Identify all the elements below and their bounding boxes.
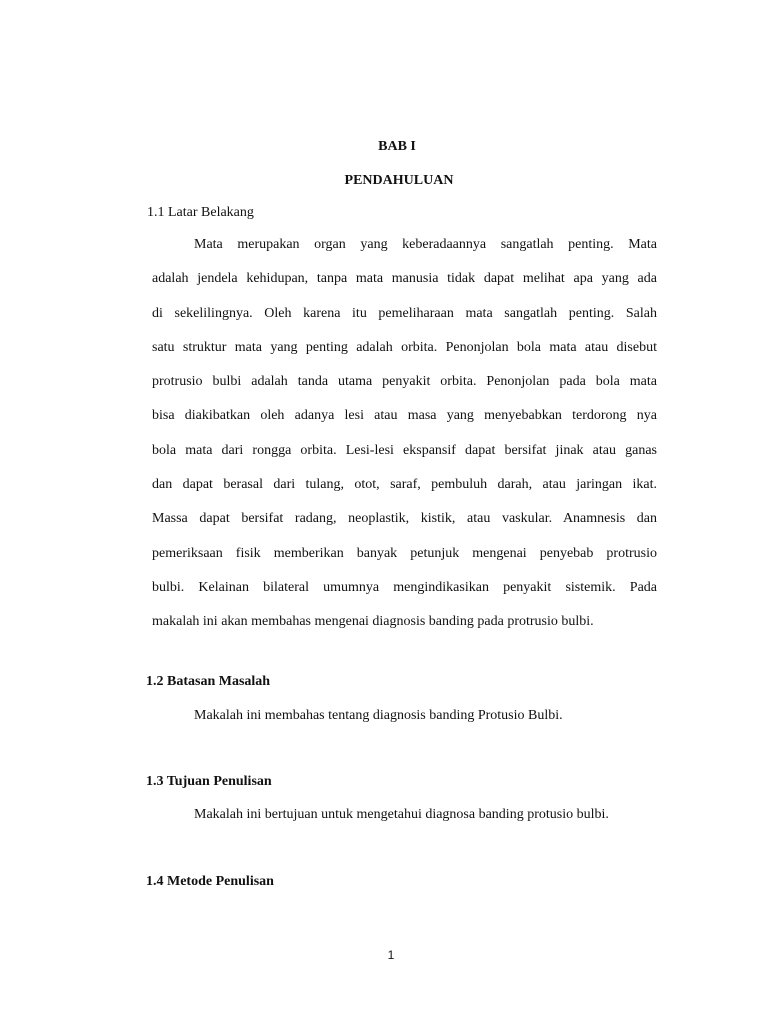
paragraph-line: Massa dapat bersifat radang, neoplastik, kistik, atau vaskular. Anamnesis dan (152, 511, 657, 527)
paragraph-line: satu struktur mata yang penting adalah orbita. Penonjolan bola mata atau disebut (152, 339, 657, 355)
paragraph-latar-belakang (152, 237, 657, 649)
section-heading-metode-penulisan: 1.4 Metode Penulisan (146, 874, 274, 889)
page-number: 1 (387, 948, 395, 962)
paragraph-line: protrusio bulbi adalah tanda utama penyakit orbita. Penonjolan pada bola mata (152, 374, 657, 390)
paragraph-line: dan dapat berasal dari tulang, otot, saraf, pembuluh darah, atau jaringan ikat. (152, 477, 657, 493)
section-heading-tujuan-penulisan: 1.3 Tujuan Penulisan (146, 774, 272, 789)
paragraph-line: bisa diakibatkan oleh adanya lesi atau masa yang menyebabkan terdorong nya (152, 408, 657, 424)
paragraph-line: adalah jendela kehidupan, tanpa mata manusia tidak dapat melihat apa yang ada (152, 271, 657, 287)
paragraph-line: makalah ini akan membahas mengenai diagnosis banding pada protrusio bulbi. (152, 614, 594, 630)
paragraph-tujuan-penulisan: Makalah ini bertujuan untuk mengetahui diagnosa banding protusio bulbi. (194, 807, 609, 822)
paragraph-line: di sekelilingnya. Oleh karena itu pemeliharaan mata sangatlah penting. Salah (152, 305, 657, 321)
paragraph-line: bola mata dari rongga orbita. Lesi-lesi ekspansif dapat bersifat jinak atau ganas (152, 442, 657, 458)
paragraph-batasan-masalah: Makalah ini membahas tentang diagnosis banding Protusio Bulbi. (194, 708, 563, 723)
paragraph-line: Mata merupakan organ yang keberadaannya sangatlah penting. Mata (194, 237, 657, 252)
paragraph-line: bulbi. Kelainan bilateral umumnya mengindikasikan penyakit sistemik. Pada (152, 579, 657, 595)
chapter-title: PENDAHULUAN (344, 173, 454, 188)
paragraph-line: pemeriksaan fisik memberikan banyak petunjuk mengenai penyebab protrusio (152, 545, 657, 561)
section-heading-batasan-masalah: 1.2 Batasan Masalah (146, 674, 271, 689)
section-heading-latar-belakang: 1.1 Latar Belakang (147, 205, 254, 220)
chapter-number: BAB I (378, 139, 416, 154)
